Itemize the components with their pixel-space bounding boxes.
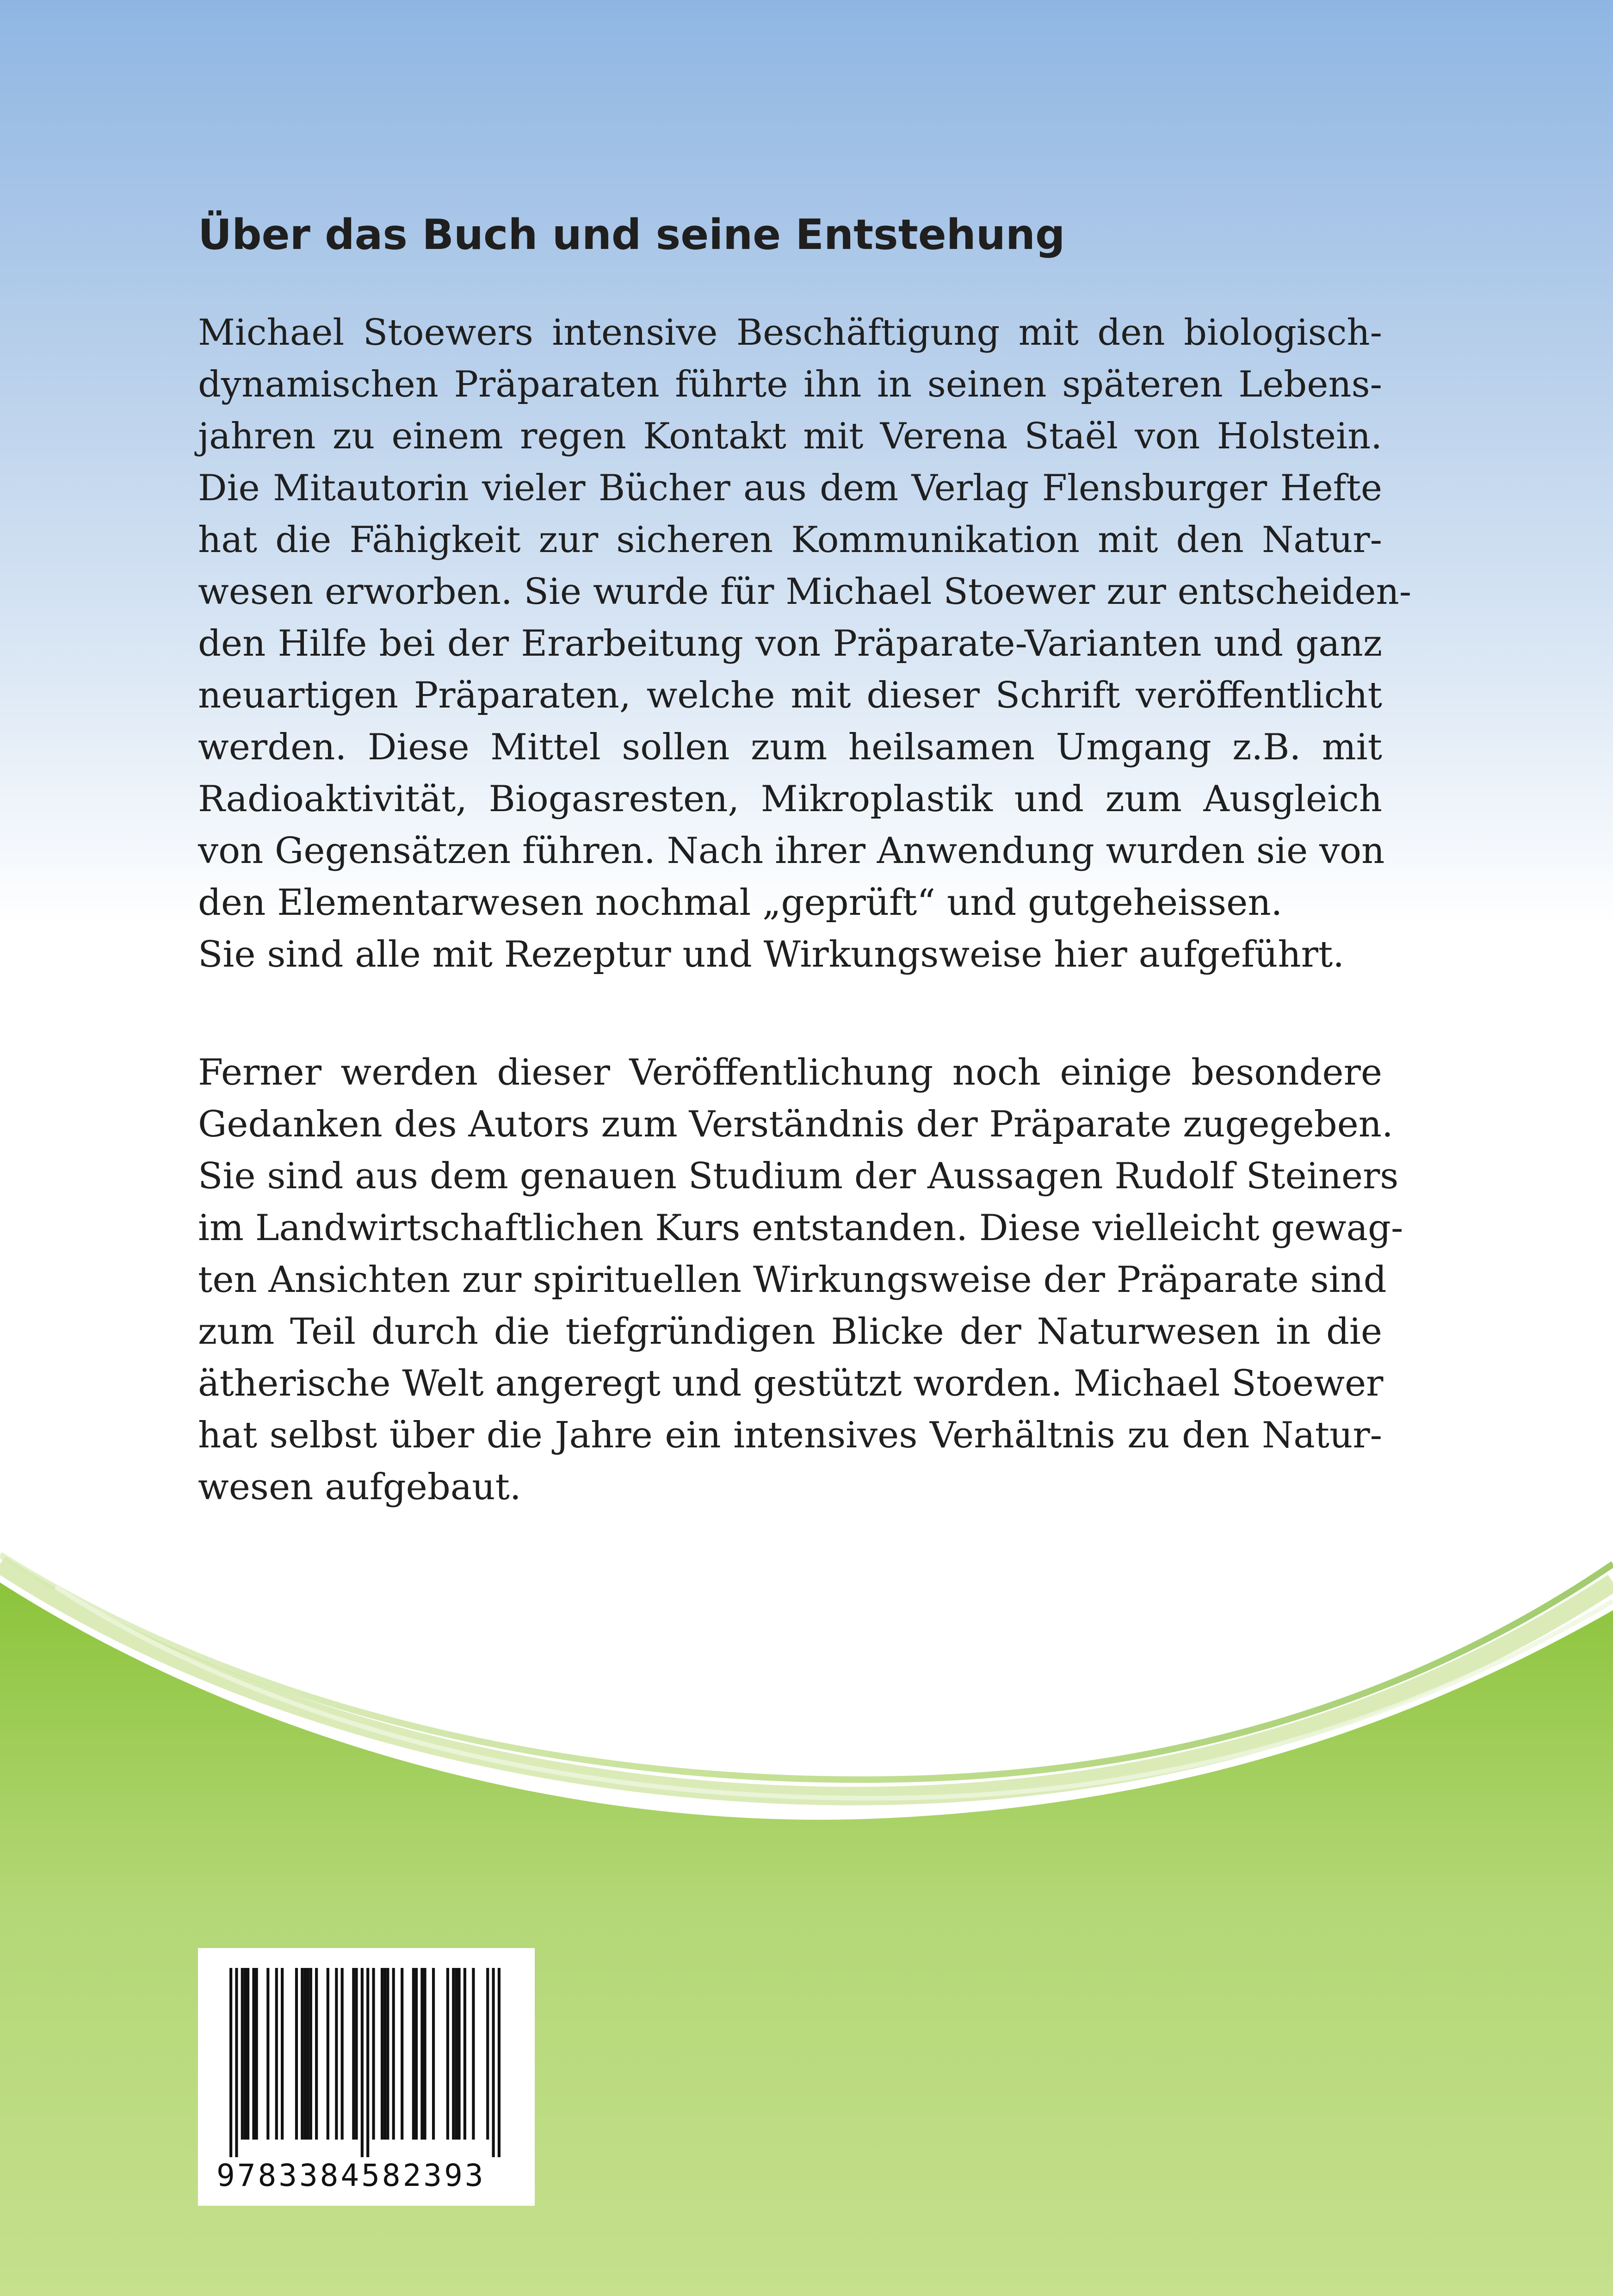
barcode-bars <box>229 1968 501 2166</box>
text-line: wesen aufgebaut. <box>198 1466 521 1508</box>
text-line: dynamischen Präparaten führte ihn in seinen späteren Lebens- <box>198 364 1382 405</box>
barcode-bar <box>432 1968 435 2140</box>
barcode-bar <box>335 1968 338 2140</box>
barcode-bar <box>412 1968 415 2140</box>
barcode-bar <box>309 1968 312 2140</box>
barcode-guard-bar <box>366 1968 369 2166</box>
text-line: neuartigen Präparaten, welche mit dieser Schrift veröffentlicht <box>198 675 1382 716</box>
barcode-bar <box>464 1968 466 2140</box>
text-line: jahren zu einem regen Kontakt mit Verena Staël von Holstein. <box>198 416 1382 457</box>
section-heading: Über das Buch und seine Entstehung <box>198 211 1065 259</box>
barcode-bar <box>455 1968 457 2140</box>
text-line: hat die Fähigkeit zur sicheren Kommunikation mit den Natur- <box>198 519 1382 561</box>
barcode-bar <box>423 1968 426 2140</box>
text-line: den Elementarwesen nochmal „geprüft“ und gutgeheissen. <box>198 882 1283 924</box>
text-line: von Gegensätzen führen. Nach ihrer Anwendung wurden sie von <box>198 830 1385 872</box>
text-line: den Hilfe bei der Erarbeitung von Präparate-Varianten und ganz <box>198 623 1382 664</box>
barcode-bar <box>241 1968 244 2140</box>
barcode-bar <box>303 1968 306 2140</box>
barcode-bar <box>341 1968 344 2140</box>
barcode-bar <box>327 1968 329 2140</box>
barcode-bar <box>247 1968 249 2140</box>
text-line: wesen erworben. Sie wurde für Michael Stoewer zur entscheiden- <box>198 571 1412 613</box>
text-line: Radioaktivität, Biogasresten, Mikroplastik und zum Ausgleich <box>198 778 1382 820</box>
barcode-guard-bar <box>361 1968 364 2166</box>
barcode-bar <box>275 1968 278 2140</box>
barcode-guard-bar <box>492 1968 494 2166</box>
text-line: Michael Stoewers intensive Beschäftigung mit den biologisch- <box>198 312 1382 354</box>
barcode-bar <box>452 1968 455 2140</box>
barcode-bar <box>457 1968 460 2140</box>
barcode-bar <box>307 1968 309 2140</box>
text-line: zum Teil durch die tiefgründigen Blicke der Naturwesen in die <box>198 1311 1382 1353</box>
text-line: hat selbst über die Jahre ein intensives Verhältnis zu den Natur- <box>198 1415 1382 1456</box>
barcode-bar <box>386 1968 389 2140</box>
text-line: Sie sind aus dem genauen Studium der Aussagen Rudolf Steiners <box>198 1155 1399 1197</box>
text-line: ten Ansichten zur spirituellen Wirkungsweise der Präparate sind <box>198 1259 1387 1301</box>
text-line: ätherische Welt angeregt und gestützt worden. Michael Stoewer <box>198 1363 1384 1404</box>
barcode-bar <box>486 1968 489 2140</box>
barcode-guard-bar <box>235 1968 238 2166</box>
barcode-bar <box>392 1968 395 2140</box>
barcode-bar <box>355 1968 358 2140</box>
paragraph-1 <box>198 307 1412 980</box>
barcode-bar <box>255 1968 258 2140</box>
barcode-bar <box>252 1968 255 2140</box>
barcode-bar <box>295 1968 298 2140</box>
text-line: Die Mitautorin vieler Bücher aus dem Verlag Flensburger Hefte <box>198 467 1382 509</box>
barcode-bar <box>301 1968 303 2140</box>
barcode-bar <box>315 1968 318 2140</box>
isbn-barcode <box>198 1948 535 2206</box>
barcode-bar <box>420 1968 423 2140</box>
barcode-bar <box>352 1968 355 2140</box>
paragraph-2 <box>198 1047 1403 1513</box>
barcode-bar <box>244 1968 247 2140</box>
text-line: im Landwirtschaftlichen Kurs entstanden. Diese vielleicht gewag- <box>198 1207 1403 1249</box>
text-line: Ferner werden dieser Veröffentlichung noch einige besondere <box>198 1052 1382 1093</box>
barcode-bar <box>415 1968 418 2140</box>
barcode-number: 9783384582393 <box>216 2157 522 2194</box>
barcode-bar <box>381 1968 383 2140</box>
text-line: werden. Diese Mittel sollen zum heilsamen Umgang z.B. mit <box>198 726 1382 768</box>
text-line: Sie sind alle mit Rezeptur und Wirkungsweise hier aufgeführt. <box>198 934 1345 975</box>
barcode-bar <box>372 1968 375 2140</box>
barcode-bar <box>472 1968 475 2140</box>
barcode-bar <box>281 1968 284 2140</box>
text-line: Gedanken des Autors zum Verständnis der Präparate zugegeben. <box>198 1104 1393 1145</box>
barcode-bar <box>266 1968 269 2140</box>
barcode-bar <box>383 1968 386 2140</box>
barcode-guard-bar <box>498 1968 501 2166</box>
barcode-bar <box>401 1968 403 2140</box>
barcode-bar <box>446 1968 449 2140</box>
barcode-guard-bar <box>229 1968 232 2166</box>
